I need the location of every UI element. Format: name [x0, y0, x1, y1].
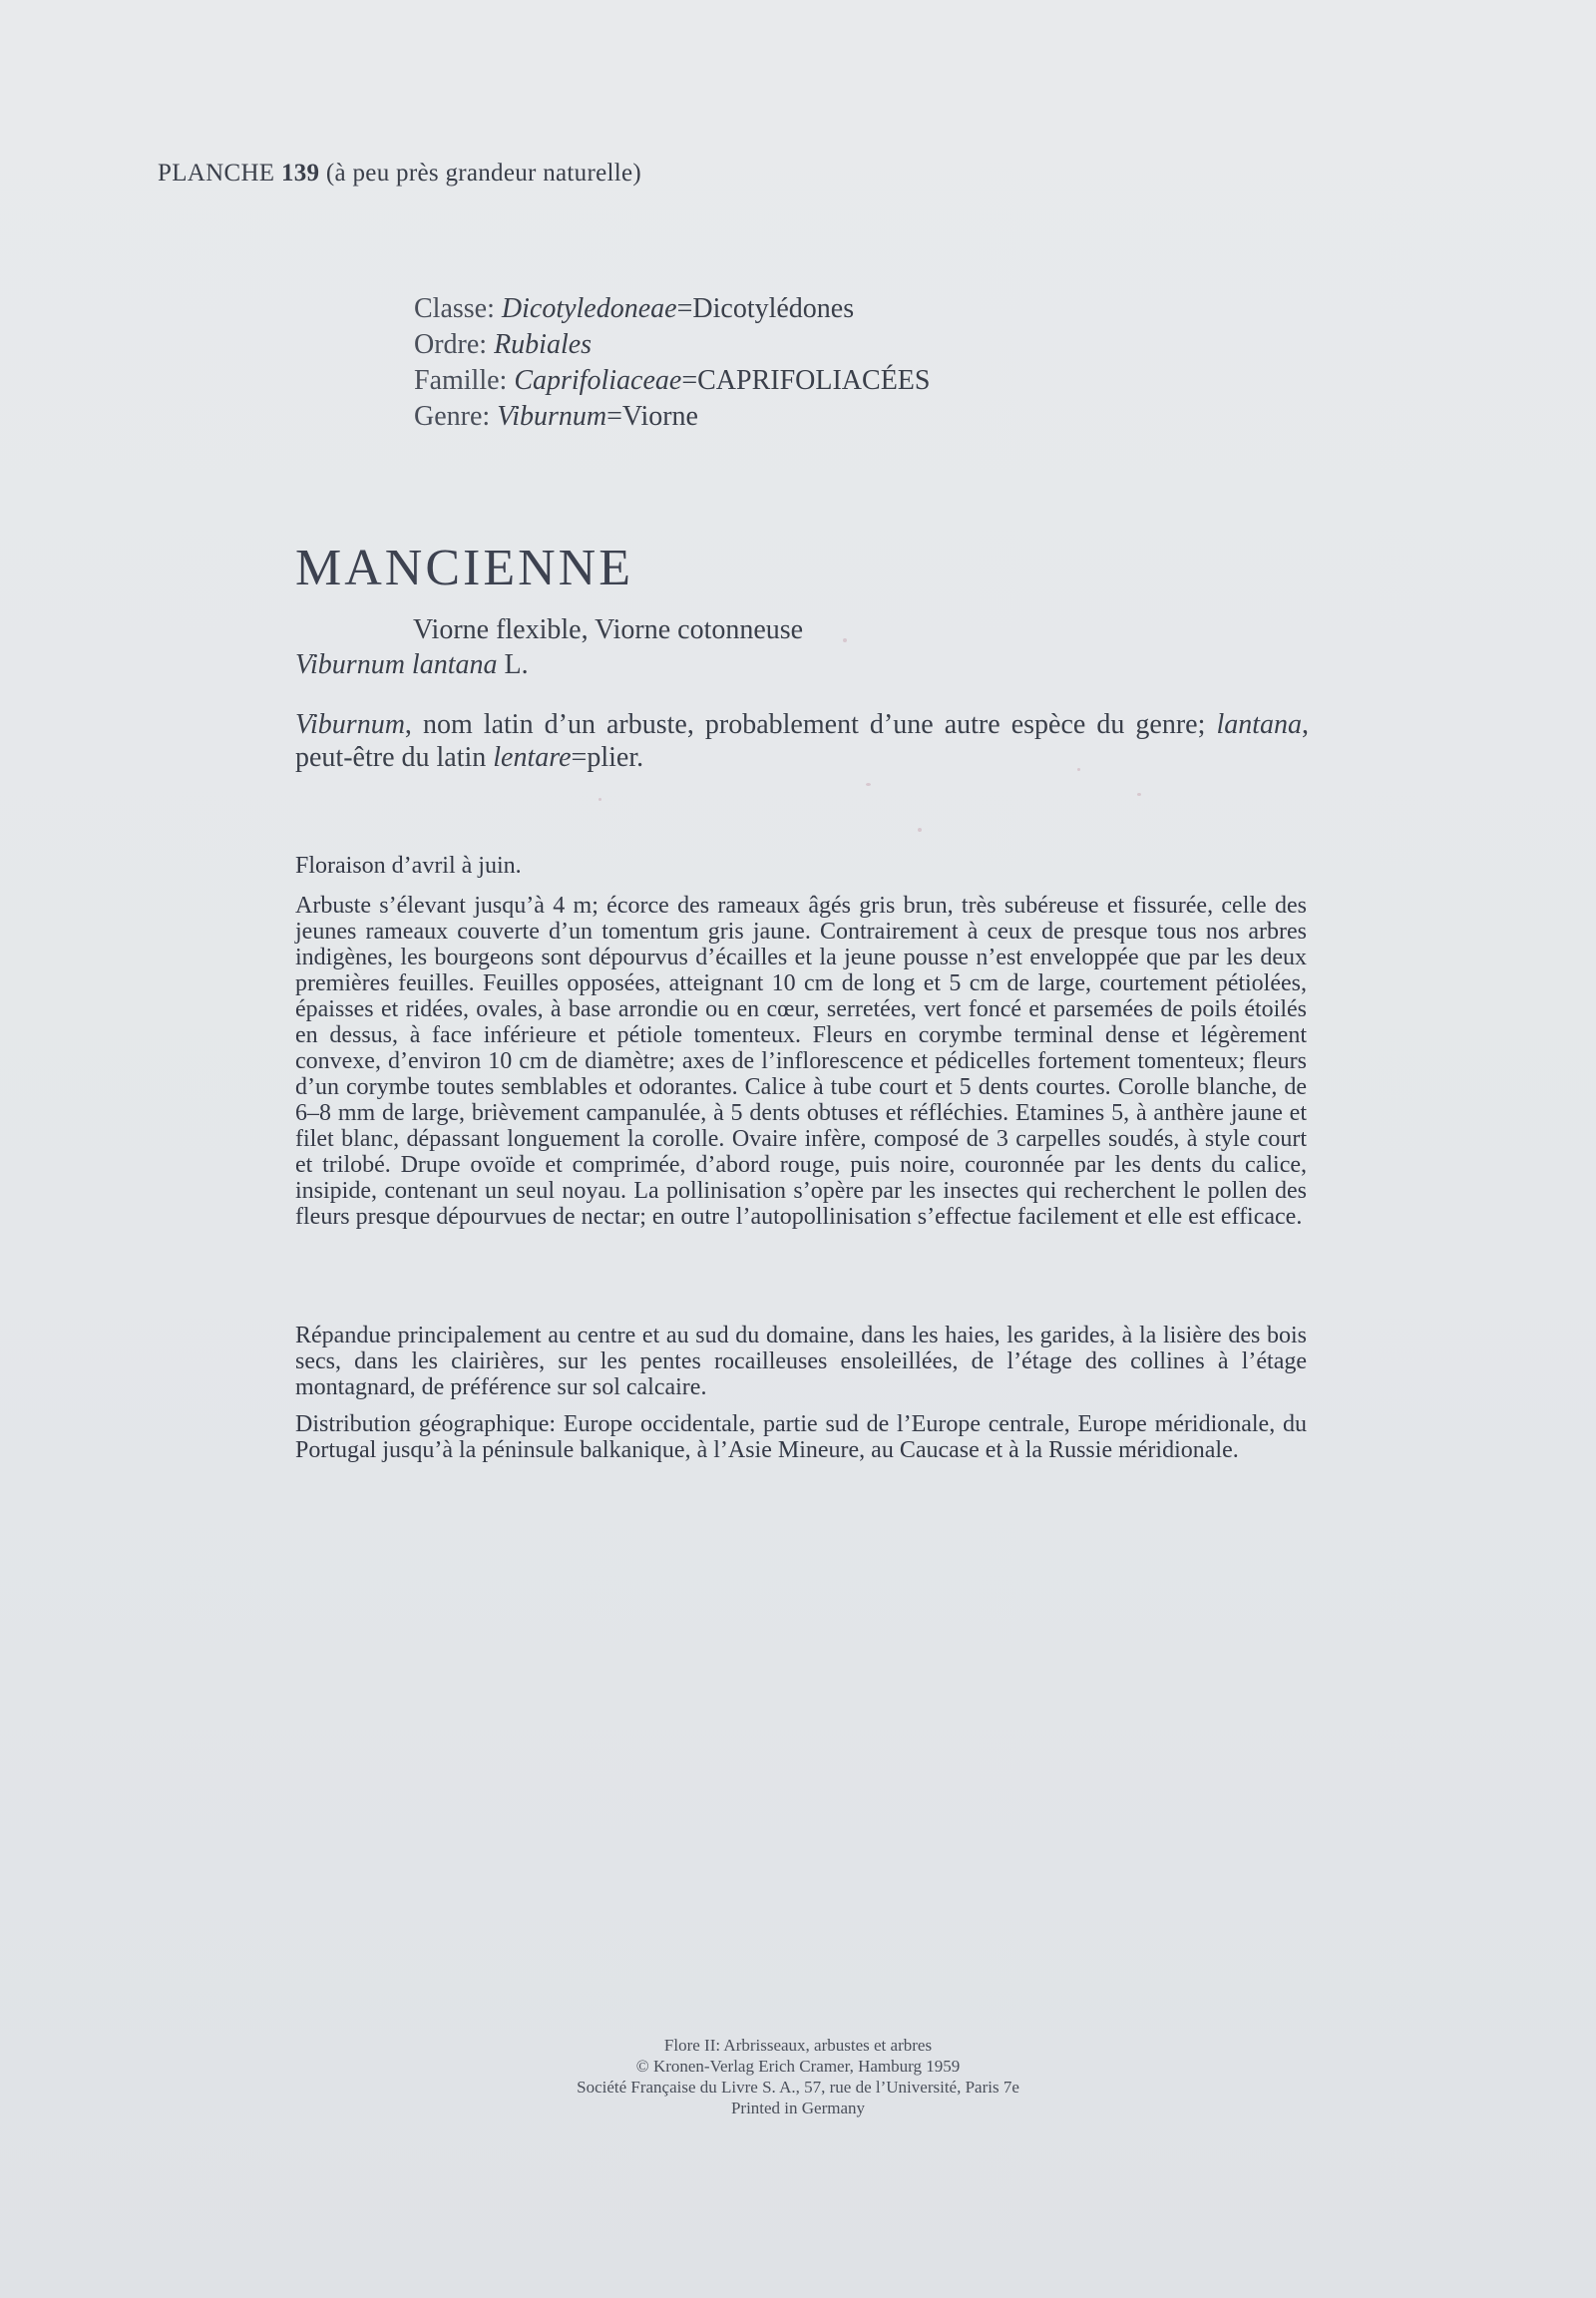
imprint-footer: [0, 2035, 1596, 2118]
taxonomy-block: [414, 291, 930, 435]
famille-french: CAPRIFOLIACÉES: [697, 365, 931, 396]
plate-header: [158, 160, 641, 188]
scientific-name-author: L.: [504, 649, 529, 680]
paper-speck: [1077, 768, 1080, 771]
imprint-line-4: Printed in Germany: [730, 2099, 866, 2117]
imprint-line-2: © Kronen-Verlag Erich Cramer, Hamburg 1959: [635, 2057, 961, 2076]
famille-latin: Caprifoliaceae: [514, 365, 682, 396]
classe-latin: Dicotyledoneae: [501, 293, 677, 324]
genre-latin: Viburnum: [497, 401, 607, 432]
paper-speck: [918, 828, 922, 832]
classe-sep: =: [676, 293, 693, 324]
paper-speck: [843, 638, 847, 642]
genre-sep: =: [606, 401, 622, 432]
etymology-genus-text: , nom latin d’un arbuste, probablement d’une autre espèce du genre;: [404, 709, 1206, 740]
plate-number: 139: [280, 160, 320, 187]
genre-french: Viorne: [621, 401, 698, 432]
distribution-paragraph: Distribution géographique: Europe occidentale, partie sud de l’Europe centrale, Europe méridionale, du Portugal jusqu’à la péninsule balkanique, à l’Asie Mineure, au Caucase et à la Russie méridionale.: [295, 1411, 1307, 1463]
genre-label: Genre:: [414, 401, 491, 432]
paper-speck: [598, 798, 601, 801]
flowering-period: Floraison d’avril à juin.: [295, 853, 522, 879]
classe-french: Dicotylédones: [692, 293, 855, 324]
famille-sep: =: [681, 365, 698, 396]
etymology-root-meaning: =plier.: [571, 742, 644, 773]
habitat-paragraph: Répandue principalement au centre et au sud du domaine, dans les haies, les garides, à la lisière des bois secs, dans les clairières, sur les pentes rocailleuses ensoleillées, de l’étage des collines à l’étage montagnard, de préférence sur sol calcaire.: [295, 1323, 1307, 1400]
imprint-line-1: Flore II: Arbrisseaux, arbustes et arbres: [663, 2036, 933, 2055]
paper-speck: [866, 783, 871, 786]
taxonomy-famille: [414, 363, 930, 399]
description-paragraph: Arbuste s’élevant jusqu’à 4 m; écorce des rameaux âgés gris brun, très subéreuse et fissurée, celle des jeunes rameaux couverte d’un tomentum gris jaune. Contrairement à ceux de presque tous nos arbres indigènes, les bourgeons sont dépourvus d’écailles et la jeune pousse n’est enveloppée que par les deux premières feuilles. Feuilles opposées, atteignant 10 cm de long et 5 cm de large, courtement pétiolées, épaisses et ridées, ovales, à base arrondie ou en cœur, serretées, vert foncé et parsemées de poils étoilés en dessus, à face inférieure et pétiole tomenteux. Fleurs en corymbe terminal dense et légèrement convexe, d’environ 10 cm de diamètre; axes de l’inflorescence et pédicelles fortement tomenteux; fleurs d’un corymbe toutes semblables et odorantes. Calice à tube court et 5 dents courtes. Corolle blanche, de 6–8 mm de large, brièvement campanulée, à 5 dents obtuses et réfléchies. Etamines 5, à anthère jaune et filet blanc, dépassant longuement la corolle. Ovaire infère, composé de 3 carpelles soudés, à style court et trilobé. Drupe ovoïde et comprimée, d’abord rouge, puis noire, couronnée par les dents du calice, insipide, contenant un seul noyau. La pollinisation s’opère par les insectes qui recherchent le pollen des fleurs presque dépourvues de nectar; en outre l’autopollinisation s’effectue facilement et elle est efficace.: [295, 893, 1307, 1230]
taxonomy-classe: [414, 291, 930, 327]
paper-speck: [1137, 793, 1141, 796]
species-title: MANCIENNE: [295, 540, 633, 596]
etymology-genus-word: Viburnum: [295, 709, 405, 740]
imprint-line-3: Société Française du Livre S. A., 57, rue de l’Université, Paris 7e: [577, 2078, 1019, 2097]
scientific-name-latin: Viburnum lantana: [295, 649, 498, 680]
etymology-species-word: lantana: [1216, 709, 1303, 740]
scientific-name: [295, 649, 529, 681]
plate-note: (à peu près grandeur naturelle): [325, 160, 642, 187]
etymology-root-word: lentare: [493, 742, 572, 773]
plate-label: PLANCHE: [158, 160, 275, 187]
etymology-species-text: , peut-être du latin: [295, 709, 1310, 773]
famille-label: Famille:: [414, 365, 508, 396]
ordre-latin: Rubiales: [494, 329, 593, 360]
etymology-paragraph: [295, 708, 1309, 774]
taxonomy-genre: [414, 399, 930, 435]
ordre-label: Ordre:: [414, 329, 488, 360]
common-names: Viorne flexible, Viorne cotonneuse: [413, 614, 804, 645]
classe-label: Classe:: [414, 293, 495, 324]
taxonomy-ordre: [414, 327, 930, 363]
